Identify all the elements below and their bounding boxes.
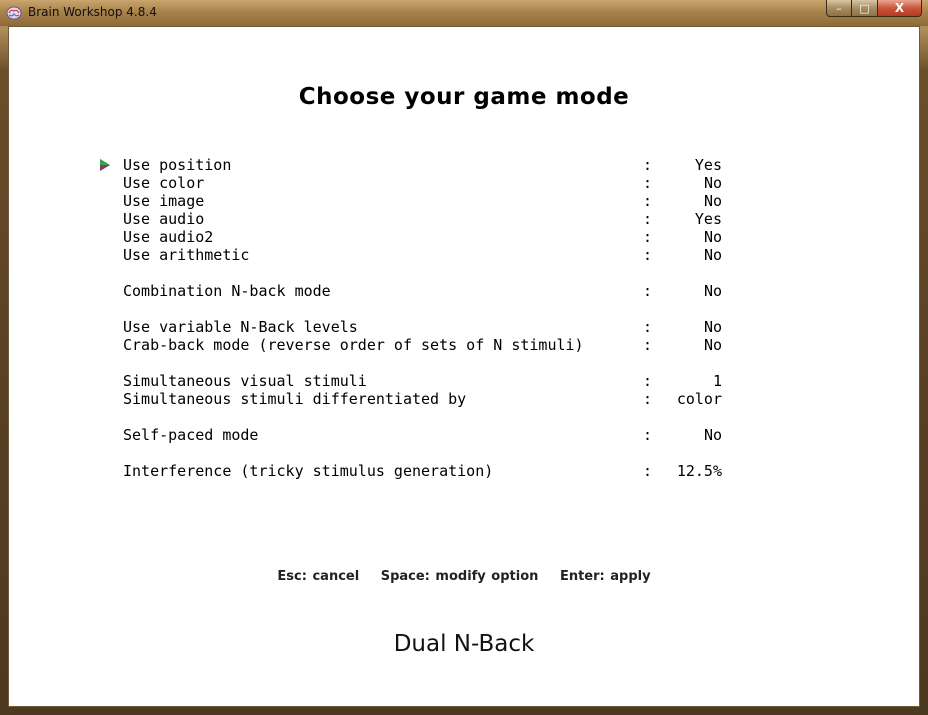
minimize-button[interactable] [826,0,852,17]
option-row[interactable] [9,426,919,444]
option-value[interactable]: No [703,426,722,444]
option-separator: : [643,426,653,444]
option-row[interactable] [9,228,919,246]
option-row[interactable] [9,210,919,228]
window-controls [826,0,922,18]
option-row[interactable] [9,282,919,300]
option-label: Use arithmetic [123,246,250,264]
option-label: Simultaneous visual stimuli [123,372,367,390]
option-row[interactable] [9,318,919,336]
option-row[interactable] [9,192,919,210]
current-mode-name: Dual N-Back [393,631,535,657]
maximize-button[interactable] [852,0,878,17]
option-value[interactable]: No [703,282,722,300]
option-label: Self-paced mode [123,426,259,444]
option-separator: : [643,192,653,210]
option-label: Crab-back mode (reverse order of sets of N stimuli) [123,336,584,354]
option-value[interactable]: No [703,336,722,354]
option-separator: : [643,228,653,246]
option-separator: : [643,174,653,192]
option-value[interactable]: No [703,318,722,336]
game-mode-screen [8,26,920,707]
option-label: Use image [123,192,205,210]
option-value[interactable]: Yes [694,156,722,174]
option-row[interactable] [9,174,919,192]
option-value[interactable]: color [676,390,722,408]
option-separator: : [643,372,653,390]
option-row[interactable] [9,372,919,390]
option-label: Use audio2 [123,228,214,246]
option-row[interactable] [9,336,919,354]
option-separator: : [643,336,653,354]
help-cancel: Esc: cancel [277,569,360,584]
keyboard-help [9,569,919,584]
option-label: Use position [123,156,232,174]
title-bar[interactable] [0,0,928,26]
option-separator: : [643,282,653,300]
option-value[interactable]: Yes [694,210,722,228]
option-value[interactable]: No [703,228,722,246]
option-value[interactable]: No [703,192,722,210]
option-separator: : [643,246,653,264]
option-row[interactable] [9,462,919,480]
close-button[interactable] [878,0,922,17]
minimize-icon: – [836,1,842,15]
page-title: Choose your game mode [298,84,630,110]
option-value[interactable]: 1 [712,372,722,390]
option-label: Simultaneous stimuli differentiated by [123,390,467,408]
maximize-icon: □ [859,1,870,15]
option-separator: : [643,318,653,336]
option-value[interactable]: No [703,246,722,264]
option-row[interactable] [9,246,919,264]
option-row[interactable] [9,390,919,408]
option-label: Use variable N-Back levels [123,318,358,336]
help-apply: Enter: apply [559,569,651,584]
close-icon: X [894,1,905,15]
option-row[interactable] [9,156,919,174]
window-title: Brain Workshop 4.8.4 [28,5,157,19]
option-label: Use color [123,174,205,192]
option-separator: : [643,462,653,480]
option-value[interactable]: 12.5% [676,462,722,480]
brain-workshop-app-icon [6,6,22,20]
help-modify: Space: modify option [380,569,539,584]
option-separator: : [643,390,653,408]
option-separator: : [643,210,653,228]
option-label: Interference (tricky stimulus generation) [123,462,494,480]
option-value[interactable]: No [703,174,722,192]
option-label: Combination N-back mode [123,282,331,300]
option-separator: : [643,156,653,174]
option-label: Use audio [123,210,205,228]
